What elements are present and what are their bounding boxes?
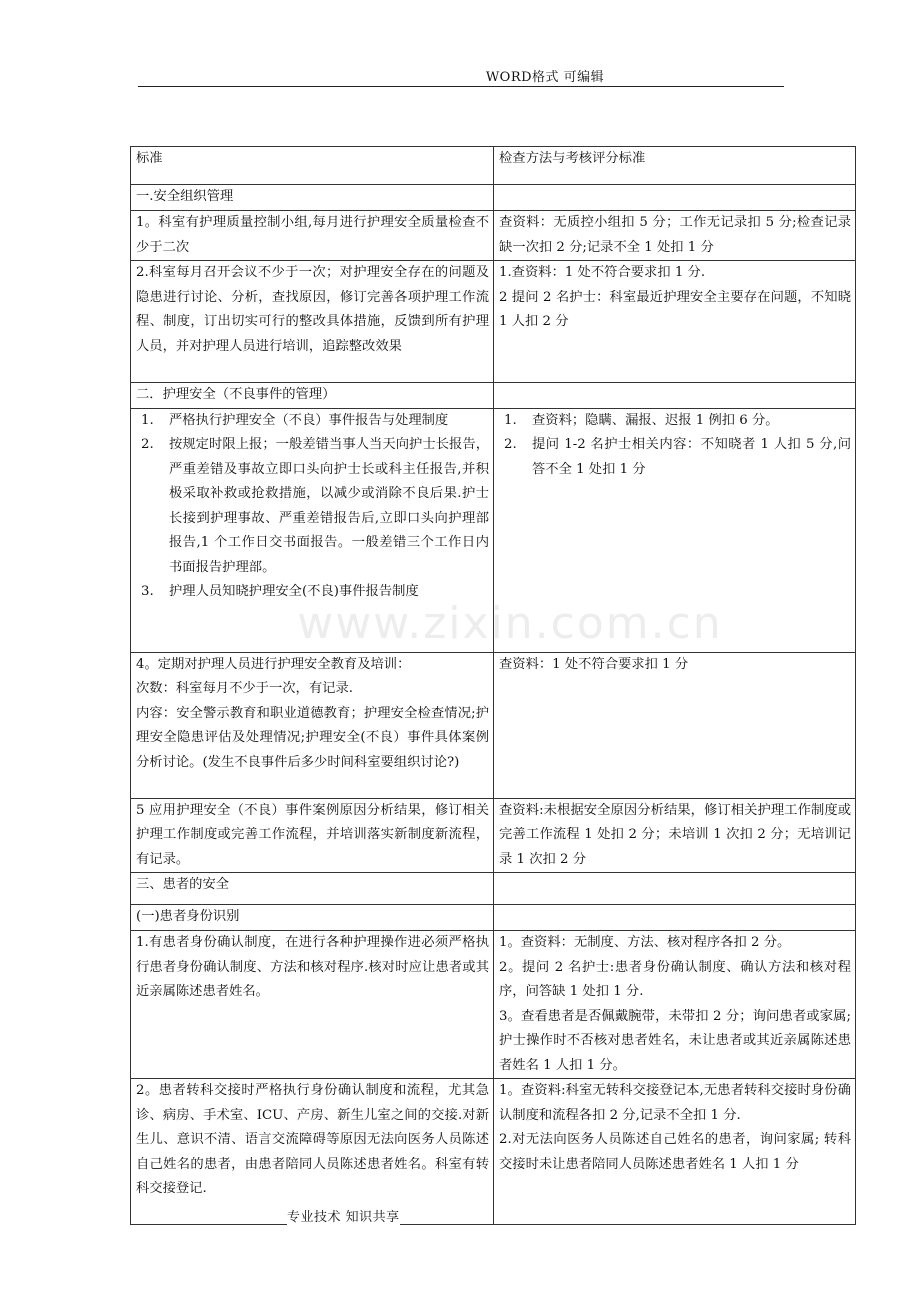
header-method: 检查方法与考核评分标准 — [494, 147, 856, 185]
method-line: 2.对无法向医务人员陈述自己姓名的患者，询问家属; 转科交接时未让患者陪同人员陈述患者姓名 1 人扣 1 分 — [499, 1132, 851, 1172]
list-item — [136, 409, 489, 434]
method-line: 1。查资料:科室无转科交接登记本,无患者转科交接时身份确认制度和流程各扣 2 分,记录不全扣 1 分. — [499, 1083, 851, 1123]
table-row — [131, 408, 856, 652]
empty-cell — [494, 905, 856, 931]
empty-cell — [494, 383, 856, 409]
list-number: 1. — [141, 412, 154, 428]
section-row — [131, 383, 856, 409]
list-text: 严格执行护理安全（不良）事件报告与处理制度 — [169, 412, 449, 428]
standard-cell: 5 应用护理安全（不良）事件案例原因分析结果，修订相关护理工作制度或完善工作流程，并培训落实新制度新流程，有记录。 — [131, 798, 494, 873]
section-title: 三、患者的安全 — [131, 873, 494, 905]
method-cell: 查资料：无质控小组扣 5 分；工作无记录扣 5 分;检查记录缺一次扣 2 分;记录不全 1 处扣 1 分 — [494, 211, 856, 261]
standard-cell: 2.科室每月召开会议不少于一次；对护理安全存在的问题及隐患进行讨论、分析，查找原因，修订完善各项护理工作流程、制度，订出切实可行的整改具体措施，反馈到所有护理人员，并对护理人员进行培训，追踪整改效果 — [131, 261, 494, 383]
list-number: 2. — [141, 437, 154, 452]
section-title: 一.安全组织管理 — [131, 185, 494, 211]
list-item — [136, 433, 489, 580]
table-row — [131, 652, 856, 798]
standard-line: 内容：安全警示教育和职业道德教育；护理安全检查情况;护理安全隐患评估及处理情况;护理安全(不良）事件具体案例分析讨论。(发生不良事件后多少时间科室要组织讨论?) — [136, 705, 489, 770]
section-row — [131, 905, 856, 931]
list-item — [136, 580, 489, 605]
method-cell — [494, 1079, 856, 1225]
list-item — [499, 409, 851, 434]
standard-cell: 1。科室有护理质量控制小组,每月进行护理安全质量检查不少于二次 — [131, 211, 494, 261]
method-cell — [494, 261, 856, 383]
list-number: 3. — [141, 584, 154, 599]
standard-cell: 1.有患者身份确认制度，在进行各种护理操作进必须严格执行患者身份确认制度、方法和核对程序.核对时应让患者或其近亲属陈述患者姓名。 — [131, 931, 494, 1079]
table-header-row — [131, 147, 856, 185]
header-rule — [138, 86, 784, 87]
header-standard: 标准 — [131, 147, 494, 185]
list-number: 2. — [504, 437, 517, 452]
list-text: 护理人员知晓护理安全(不良)事件报告制度 — [169, 584, 419, 599]
standard-line: 次数：科室每月不少于一次，有记录. — [136, 681, 353, 696]
subsection-title: (一)患者身份识别 — [131, 905, 494, 931]
standards-table — [130, 146, 856, 1225]
standard-cell: 2。患者转科交接时严格执行身份确认制度和流程，尤其急诊、病房、手术室、ICU、产房、新生儿室之间的交接.对新生儿、意识不清、语言交流障碍等原因无法向医务人员陈述自己姓名的患者，由患者陪同人员陈述患者姓名。科室有转科交接登记. — [131, 1079, 494, 1225]
page-footer: 专业技术 知识共享 — [287, 1206, 400, 1225]
standard-cell — [131, 652, 494, 798]
method-line: 1。查资料：无制度、方法、核对程序各扣 2 分。 — [499, 935, 791, 950]
empty-cell — [494, 873, 856, 905]
method-cell: 查资料：1 处不符合要求扣 1 分 — [494, 652, 856, 798]
list-item — [499, 433, 851, 482]
list-number: 1. — [504, 412, 517, 428]
section-row — [131, 185, 856, 211]
list-text: 提问 1-2 名护士相关内容：不知晓者 1 人扣 5 分,问答不全 1 处扣 1 分 — [532, 437, 851, 477]
method-line: 2。提问 2 名护士:患者身份确认制度、确认方法和核对程序，问答缺 1 处扣 1 分. — [499, 959, 851, 999]
method-cell: 查资料:未根据安全原因分析结果，修订相关护理工作制度或完善工作流程 1 处扣 2 分；未培训 1 次扣 2 分；无培训记录 1 次扣 2 分 — [494, 798, 856, 873]
section-row — [131, 873, 856, 905]
watermark: www.zixin.com.cn — [297, 598, 723, 649]
table-row — [131, 211, 856, 261]
table-row — [131, 798, 856, 873]
section-title: 二．护理安全（不良事件的管理） — [131, 383, 494, 409]
empty-cell — [494, 185, 856, 211]
method-cell — [494, 408, 856, 652]
table-row — [131, 261, 856, 383]
standard-cell — [131, 408, 494, 652]
list-text: 查资料；隐瞒、漏报、迟报 1 例扣 6 分。 — [532, 412, 779, 428]
method-cell — [494, 931, 856, 1079]
method-line: 2 提问 2 名护士：科室最近护理安全主要存在问题，不知晓 1 人扣 2 分 — [499, 289, 851, 329]
method-line: 3。查看患者是否佩戴腕带，未带扣 2 分；询问患者或家属;护士操作时不否核对患者姓名，未让患者或其近亲属陈述患者姓名 1 人扣 1 分。 — [499, 1008, 851, 1073]
method-line: 1.查资料：1 处不符合要求扣 1 分. — [499, 265, 706, 280]
page-header: WORD格式 可编辑 — [485, 70, 605, 85]
table-row — [131, 1079, 856, 1225]
list-text: 按规定时限上报；一般差错当事人当天向护士长报告，严重差错及事故立即口头向护士长或科主任报告,并积极采取补救或抢救措施，以减少或消除不良后果.护士长接到护理事故、严重差错报告后,立即口头向护理部报告,1 个工作日交书面报告。一般差错三个工作日内书面报告护理部。 — [169, 437, 489, 575]
table-row — [131, 931, 856, 1079]
standard-line: 4。定期对护理人员进行护理安全教育及培训： — [136, 656, 411, 672]
